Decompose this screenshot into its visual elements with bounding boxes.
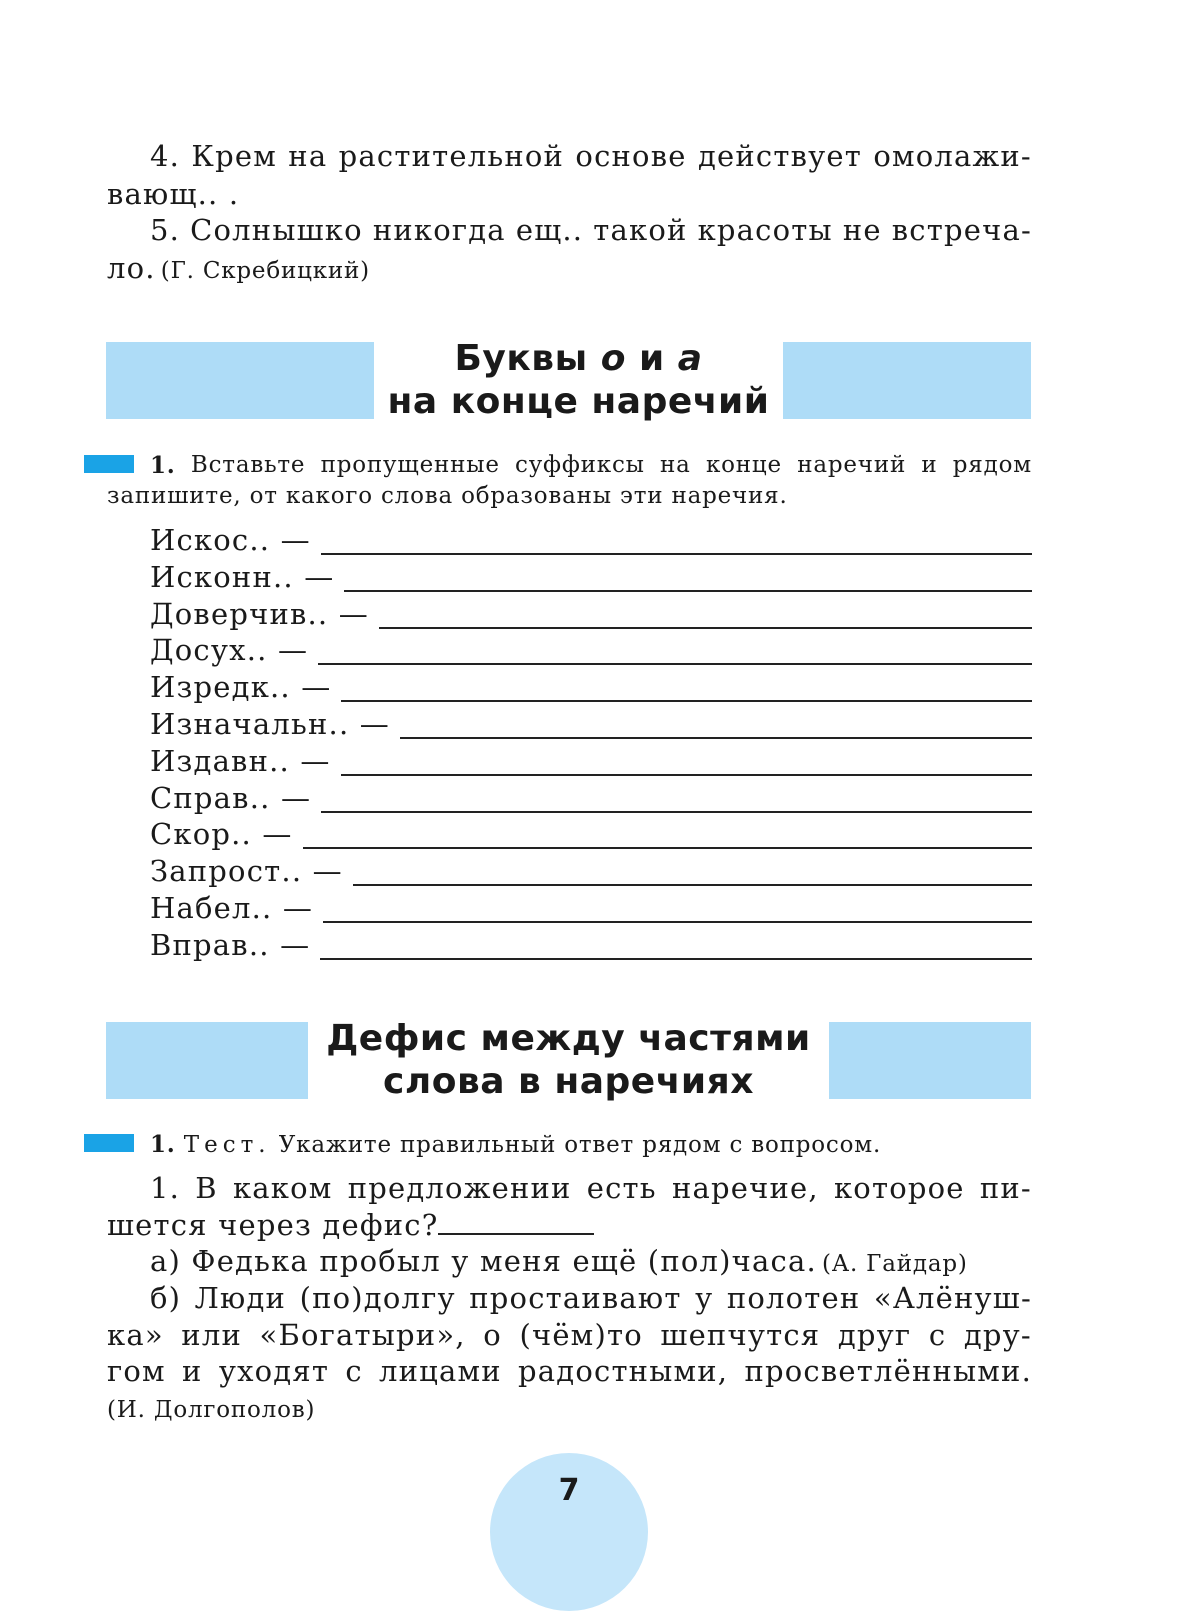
answer-blank[interactable] (400, 736, 1032, 739)
answer-row: Изначальн.. — (150, 706, 1032, 742)
answer-blank[interactable] (323, 920, 1032, 923)
option-b-line-3: гом и уходят с лицами радостными, просветлёнными. (107, 1354, 1032, 1388)
task-1-instruction-line-1: 1. Вставьте пропущенные суффиксы на конце наречий и рядом (150, 452, 1032, 479)
answer-row: Запрост.. — (150, 853, 1032, 889)
source-gaidar: (А. Гайдар) (821, 1251, 968, 1277)
source-dolgopolov: (И. Долгополов) (107, 1397, 316, 1423)
task-1-test-instruction: 1. Тест. Укажите правильный ответ рядом с вопросом. (150, 1131, 882, 1158)
source-skrebitsky: (Г. Скребицкий) (160, 258, 370, 284)
page-number: 7 (558, 1473, 580, 1508)
question-1-line-2: шется через дефис? (107, 1207, 594, 1244)
answer-row: Набел.. — (150, 890, 1032, 926)
answer-row: Исконн.. — (150, 559, 1032, 595)
task-marker (84, 1134, 134, 1152)
answer-blank[interactable] (438, 1207, 594, 1235)
heading-band-right (829, 1022, 1031, 1099)
option-b-line-1: б) Люди (по)долгу простаивают у полотен «Алёнуш- (150, 1281, 1032, 1315)
answer-row: Искос.. — (150, 522, 1032, 558)
answer-row: Издавн.. — (150, 743, 1032, 779)
answer-blank[interactable] (379, 626, 1032, 629)
task-marker (84, 455, 134, 473)
answer-blank[interactable] (318, 662, 1032, 665)
heading-band-left (106, 1022, 308, 1099)
item-5-line-2: ло. (Г. Скребицкий) (107, 251, 370, 285)
option-b-line-2: ка» или «Богатыри», о (чём)то шепчутся друг с дру- (107, 1318, 1032, 1352)
page-number-badge (490, 1453, 648, 1611)
answer-row: Вправ.. — (150, 927, 1032, 963)
answer-blank[interactable] (344, 589, 1032, 592)
answer-row: Досух.. — (150, 632, 1032, 668)
item-5-line-1: 5. Солнышко никогда ещ.. такой красоты не встреча- (150, 213, 1032, 247)
answer-row: Справ.. — (150, 780, 1032, 816)
answer-blank[interactable] (321, 552, 1032, 555)
task-1-instruction-line-2: запишите, от какого слова образованы эти наречия. (107, 483, 788, 509)
heading-band-right (783, 342, 1031, 419)
answer-blank[interactable] (320, 957, 1032, 960)
section-heading-hyphen-adverbs: Дефис между частями слова в наречиях (326, 1018, 811, 1102)
answer-blank[interactable] (321, 810, 1032, 813)
answer-blank[interactable] (353, 883, 1032, 886)
answer-blank[interactable] (341, 699, 1032, 702)
heading-band-left (106, 342, 374, 419)
answer-row: Доверчив.. — (150, 596, 1032, 632)
section-heading-letters-o-a: Буквы о и а на конце наречий (387, 338, 770, 422)
option-a: а) Федька пробыл у меня ещё (пол)часа. (А. Гайдар) (150, 1244, 968, 1278)
item-4-line-1: 4. Крем на растительной основе действует омолажи- (150, 139, 1032, 173)
answer-row: Изредк.. — (150, 669, 1032, 705)
item-4-line-2: вающ.. . (107, 177, 240, 211)
answer-row: Скор.. — (150, 816, 1032, 852)
answer-blank[interactable] (341, 773, 1032, 776)
answer-blank[interactable] (303, 846, 1032, 849)
question-1-line-1: 1. В каком предложении есть наречие, которое пи- (150, 1171, 1032, 1205)
